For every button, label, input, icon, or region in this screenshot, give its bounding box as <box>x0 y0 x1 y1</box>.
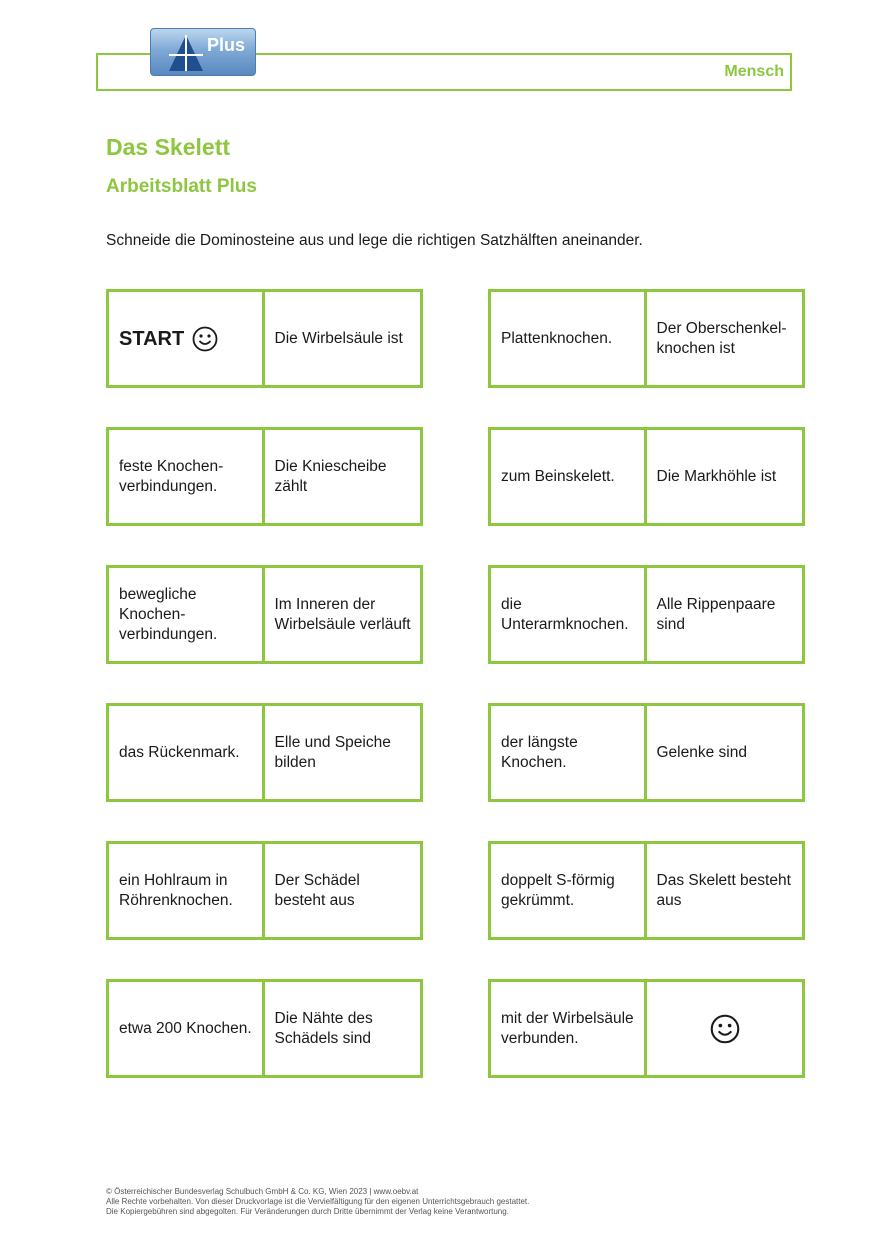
domino-right-cell <box>647 844 803 937</box>
domino-card <box>488 289 805 388</box>
domino-left-cell <box>109 982 265 1075</box>
domino-left-cell <box>491 568 647 661</box>
domino-right-cell <box>265 982 421 1075</box>
domino-right-text: Alle Rippenpaare sind <box>656 595 776 633</box>
domino-right-text: Die Nähte des Schädels sind <box>274 1009 373 1047</box>
domino-right-text: Gelenke sind <box>656 743 747 761</box>
domino-left-text: das Rückenmark. <box>119 743 240 761</box>
domino-right-text: Im Inneren der Wirbelsäule verläuft <box>274 595 411 633</box>
domino-left-text: ein Hohlraum in Röhrenknochen. <box>119 871 233 909</box>
smiley-icon <box>710 1014 740 1044</box>
domino-right-text: Die Markhöhle ist <box>656 467 777 485</box>
domino-left-text: doppelt S-förmig gekrümmt. <box>501 871 615 909</box>
domino-left-text: feste Knochen-verbindungen. <box>119 457 224 495</box>
domino-left-text: zum Beinskelett. <box>501 467 615 485</box>
domino-left-cell <box>491 706 647 799</box>
domino-left-text: etwa 200 Knochen. <box>119 1019 252 1037</box>
subject-label: Mensch <box>724 63 784 80</box>
domino-card <box>488 427 805 526</box>
domino-right-cell <box>647 430 803 523</box>
domino-left-cell <box>491 982 647 1075</box>
domino-right-cell <box>265 706 421 799</box>
domino-right-text: Das Skelett besteht aus <box>656 871 791 909</box>
domino-right-cell <box>647 706 803 799</box>
domino-right-cell <box>265 292 421 385</box>
domino-card <box>488 565 805 664</box>
smiley-icon <box>192 326 218 352</box>
domino-card <box>106 289 423 388</box>
page-title: Das Skelett <box>106 134 231 160</box>
domino-card <box>106 979 423 1078</box>
footer-line: Alle Rechte vorbehalten. Von dieser Druckvorlage ist die Vervielfältigung für den eigenen Unterrichtsgebrauch gestattet. <box>106 1197 530 1206</box>
domino-right-cell <box>647 568 803 661</box>
domino-right-cell <box>647 982 803 1075</box>
domino-left-cell <box>491 430 647 523</box>
domino-left-cell <box>109 844 265 937</box>
domino-left-text: die Unterarmknochen. <box>501 595 629 633</box>
domino-right-cell <box>265 568 421 661</box>
domino-left-text: Plattenknochen. <box>501 329 613 347</box>
domino-card <box>488 841 805 940</box>
domino-left-text: bewegliche Knochen-verbindungen. <box>119 585 218 643</box>
domino-right-text: Die Kniescheibe zählt <box>274 457 387 495</box>
domino-right-text: Elle und Speiche bilden <box>274 733 391 771</box>
footer-line: Die Kopiergebühren sind abgegolten. Für Veränderungen durch Dritte übernimmt der Verlag keine Verantwortung. <box>106 1207 509 1216</box>
copyright-footer <box>106 1187 529 1217</box>
publisher-logo <box>150 28 256 76</box>
domino-left-text: der längste Knochen. <box>501 733 578 771</box>
instruction-text: Schneide die Dominosteine aus und lege die richtigen Satzhälften aneinander. <box>106 232 643 249</box>
domino-right-text: Der Schädel besteht aus <box>274 871 360 909</box>
domino-left-cell <box>109 292 265 385</box>
domino-card <box>488 979 805 1078</box>
page-subtitle: Arbeitsblatt Plus <box>106 176 257 197</box>
footer-line: © Österreichischer Bundesverlag Schulbuch GmbH & Co. KG, Wien 2023 | www.oebv.at <box>106 1187 419 1196</box>
triangle-logo-icon <box>167 33 205 73</box>
domino-card <box>488 703 805 802</box>
domino-left-cell <box>491 292 647 385</box>
domino-left-cell <box>109 430 265 523</box>
domino-left-cell <box>109 706 265 799</box>
domino-right-cell <box>265 844 421 937</box>
domino-card <box>106 427 423 526</box>
domino-left-text: START <box>119 327 185 350</box>
domino-left-text: mit der Wirbelsäule verbunden. <box>501 1009 634 1047</box>
domino-right-cell <box>647 292 803 385</box>
domino-right-text: Die Wirbelsäule ist <box>274 329 403 347</box>
domino-left-cell <box>491 844 647 937</box>
domino-right-text: Der Oberschenkel-knochen ist <box>656 319 787 357</box>
logo-text: Plus <box>207 35 246 55</box>
domino-left-cell <box>109 568 265 661</box>
domino-card <box>106 565 423 664</box>
domino-card <box>106 841 423 940</box>
domino-card <box>106 703 423 802</box>
domino-right-cell <box>265 430 421 523</box>
